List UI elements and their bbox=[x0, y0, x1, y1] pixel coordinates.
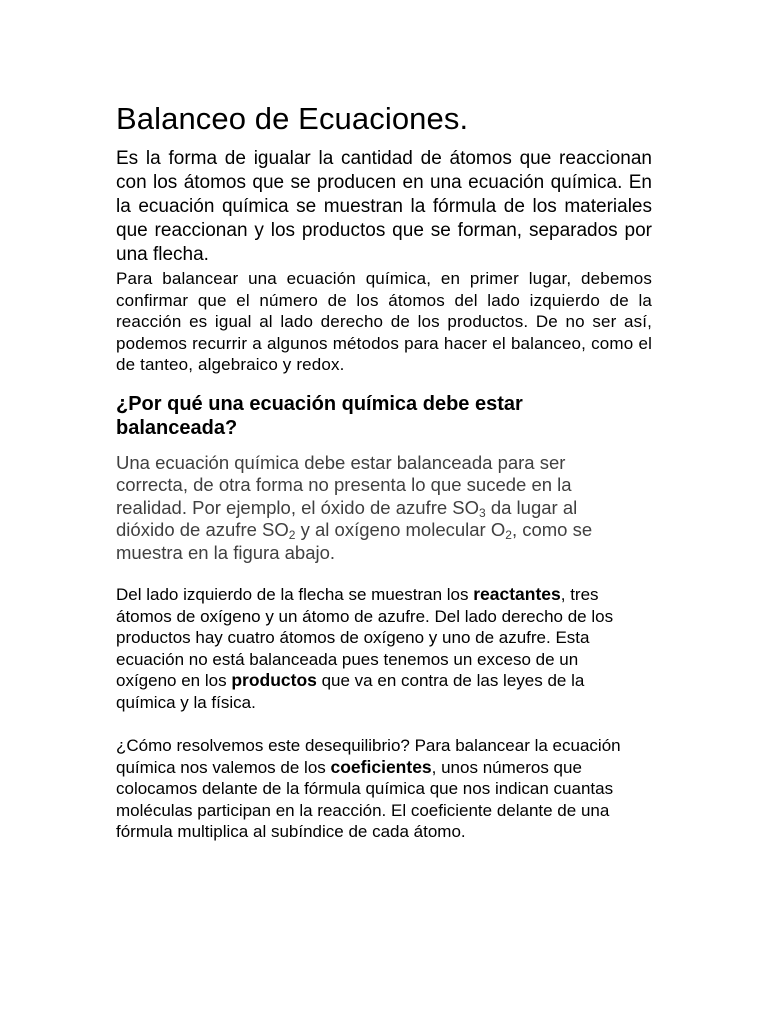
text-run: , unos números que colocamos delante de la fórmula química que nos indican cuantas moléculas participan en la reacción. El coeficiente delante de una fórmula multiplica al subíndice de cada átomo. bbox=[116, 757, 614, 841]
subscript-2: 2 bbox=[505, 528, 512, 542]
bold-term-coeficientes: coeficientes bbox=[330, 756, 432, 777]
text-run: y al oxígeno molecular O bbox=[295, 519, 506, 540]
text-run: que va en contra de las leyes de la química y la física. bbox=[116, 671, 585, 712]
section-heading: ¿Por qué una ecuación química debe estar balanceada? bbox=[116, 392, 523, 439]
text-run: da lugar al dióxido de azufre SO bbox=[116, 496, 578, 540]
text-run: Del lado izquierdo de la flecha se muestran los bbox=[116, 585, 474, 604]
subscript-3: 3 bbox=[479, 505, 486, 520]
document-page bbox=[116, 100, 652, 843]
reactants-paragraph bbox=[116, 584, 641, 713]
intro-paragraph-1: Es la forma de igualar la cantidad de átomos que reaccionan con los átomos que se producen en una ecuación química. En la ecuación química se muestran la fórmula de los materiales que reaccionan y los productos que se forman, separados por una flecha. bbox=[116, 148, 652, 265]
text-run: ¿Cómo resolvemos este desequilibrio? Para balancear la ecuación química nos valemos de los bbox=[116, 736, 621, 777]
bold-term-productos: productos bbox=[231, 670, 317, 690]
text-run: , como se muestra en la figura abajo. bbox=[116, 519, 593, 563]
bold-term-reactantes: reactantes bbox=[473, 584, 561, 604]
intro-paragraph-2: Para balancear una ecuación química, en primer lugar, debemos confirmar que el número de los átomos del lado izquierdo de la reacción es igual al lado derecho de los productos. De no ser así, podemos recurrir a algunos métodos para hacer el balanceo, como el de tanteo, algebraico y redox. bbox=[116, 269, 652, 374]
text-run: Una ecuación química debe estar balanceada para ser correcta, de otra forma no presenta lo que sucede en la realidad. Por ejemplo, el óxido de azufre SO bbox=[116, 451, 572, 518]
balance-explanation-paragraph bbox=[116, 452, 636, 565]
page-title: Balanceo de Ecuaciones. bbox=[116, 101, 469, 136]
text-run: , tres átomos de oxígeno y un átomo de azufre. Del lado derecho de los productos hay cuatro átomos de oxígeno y uno de azufre. Esta ecuación no está balanceada pues tenemos un exceso de un oxígeno en los bbox=[116, 585, 614, 690]
coefficients-paragraph bbox=[116, 735, 641, 843]
subscript-2: 2 bbox=[288, 528, 296, 542]
